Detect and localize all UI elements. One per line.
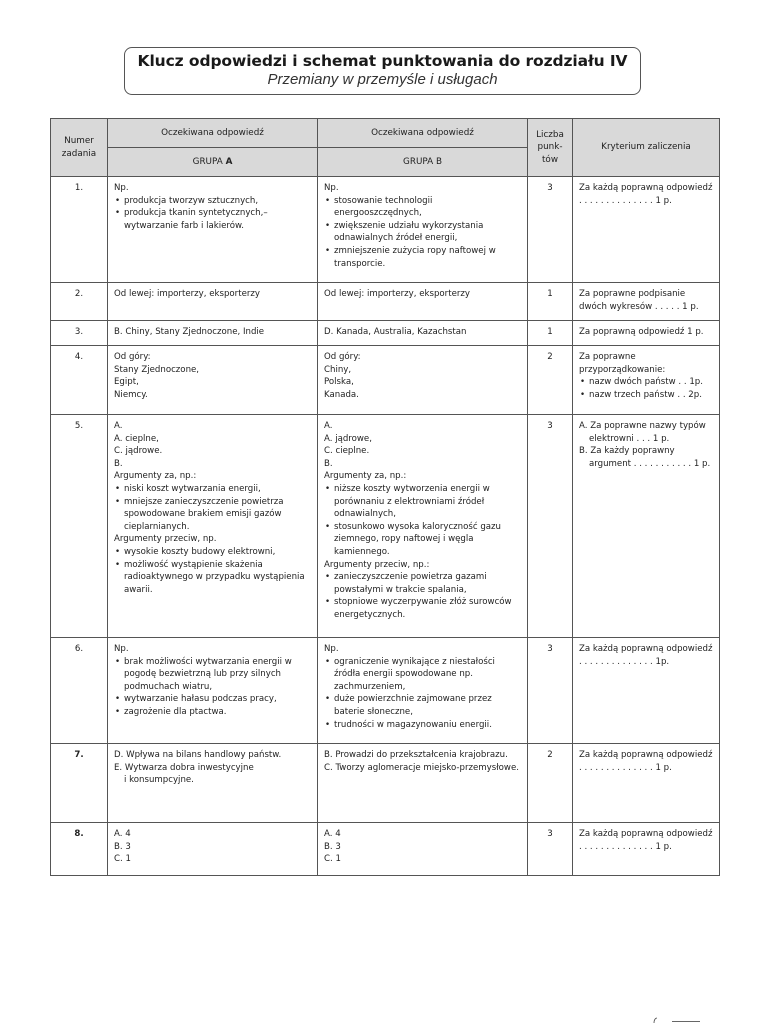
table-row — [51, 415, 720, 638]
answer-group-a: A. 4 B. 3 C. 1 — [108, 823, 318, 876]
list-item: • zanieczyszczenie powietrza gazami powstałymi w trakcie spalania, — [324, 571, 521, 596]
answer-group-b: A. 4 B. 3 C. 1 — [318, 823, 528, 876]
answer-group-a: Od góry: Stany Zjednoczone, Egipt, Niemcy. — [108, 346, 318, 415]
points-value: 3 — [528, 415, 573, 638]
list-item: • możliwość wystąpienie skażenia radioaktywnego w przypadku wystąpienia awarii. — [114, 559, 311, 597]
list-item: • zwiększenie udziału wykorzystania odnawialnych źródeł energii, — [324, 220, 521, 245]
criterion-text: Za każdą poprawną odpowiedź . . . . . . . . . . . . . . 1p. — [573, 638, 720, 744]
answer-group-b: Np. • stosowanie technologii energooszczędnych, • zwiększenie udziału wykorzystania odnawialnych źródeł energii, • zmniejszenie zużycia ropy naftowej w transporcie. — [318, 177, 528, 283]
points-value: 3 — [528, 177, 573, 283]
header-expected-a: Oczekiwana odpowiedź — [108, 119, 318, 148]
answer-group-b: B. Prowadzi do przekształcenia krajobrazu. C. Tworzy aglomeracje miejsko-przemysłowe. — [318, 744, 528, 823]
list-item: • zagrożenie dla ptactwa. — [114, 706, 311, 719]
header-group-b: GRUPA B — [318, 148, 528, 177]
criterion-text: Za poprawną odpowiedź 1 p. — [573, 321, 720, 346]
header-criterion: Kryterium zaliczenia — [573, 119, 720, 177]
list-item: • trudności w magazynowaniu energii. — [324, 719, 521, 732]
points-value: 3 — [528, 638, 573, 744]
table-row — [51, 321, 720, 346]
criterion-text: Za każdą poprawną odpowiedź . . . . . . . . . . . . . . 1 p. — [573, 744, 720, 823]
list-item: • stopniowe wyczerpywanie złóż surowców energetycznych. — [324, 596, 521, 621]
header-points: Liczba punk-tów — [528, 119, 573, 177]
answer-group-a: B. Chiny, Stany Zjednoczone, Indie — [108, 321, 318, 346]
table-row — [51, 638, 720, 744]
answer-group-b: Np. • ograniczenie wynikające z niestałości źródła energii spowodowane np. zachmurzeniem, • duże powierzchnie zajmowane przez baterie słoneczne, • trudności w magazynowaniu energii. — [318, 638, 528, 744]
list-item: • stosunkowo wysoka kaloryczność gazu ziemnego, ropy naftowej i węgla kamiennego. — [324, 521, 521, 559]
answer-group-b: D. Kanada, Australia, Kazachstan — [318, 321, 528, 346]
list-item: • niski koszt wytwarzania energii, — [114, 483, 311, 496]
criterion-text: A. Za poprawne nazwy typów elektrowni . . . 1 p. B. Za każdy poprawny argument . . . . . . . . . . . 1 p. — [573, 415, 720, 638]
header-number: Numer zadania — [51, 119, 108, 177]
task-number: 4. — [51, 346, 108, 415]
table-row — [51, 283, 720, 321]
task-number: 3. — [51, 321, 108, 346]
header-row — [51, 119, 720, 148]
list-item: • produkcja tkanin syntetycznych,– wytwarzanie farb i lakierów. — [114, 207, 311, 232]
header-expected-b: Oczekiwana odpowiedź — [318, 119, 528, 148]
list-item: • produkcja tworzyw sztucznych, — [114, 195, 311, 208]
list-item: • zmniejszenie zużycia ropy naftowej w transporcie. — [324, 245, 521, 270]
list-item: • duże powierzchnie zajmowane przez baterie słoneczne, — [324, 693, 521, 718]
answer-group-a: Np. • brak możliwości wytwarzania energii w pogodę bezwietrzną lub przy silnych podmuchach wiatru, • wytwarzanie hałasu podczas pracy, • zagrożenie dla ptactwa. — [108, 638, 318, 744]
list-item: • ograniczenie wynikające z niestałości źródła energii spowodowane np. zachmurzeniem, — [324, 656, 521, 694]
answer-group-b: Od lewej: importerzy, eksporterzy — [318, 283, 528, 321]
criterion-text: Za poprawne podpisanie dwóch wykresów . . . . . 1 p. — [573, 283, 720, 321]
header-group-a: GRUPA A — [108, 148, 318, 177]
title-box — [124, 47, 641, 95]
criterion-text: Za każdą poprawną odpowiedź . . . . . . . . . . . . . . 1 p. — [573, 177, 720, 283]
points-value: 1 — [528, 283, 573, 321]
list-item: • brak możliwości wytwarzania energii w pogodę bezwietrzną lub przy silnych podmuchach wiatru, — [114, 656, 311, 694]
list-item: • wysokie koszty budowy elektrowni, — [114, 546, 311, 559]
answer-group-a: Np. • produkcja tworzyw sztucznych, • produkcja tkanin syntetycznych,– wytwarzanie farb i lakierów. — [108, 177, 318, 283]
criterion-text: Za każdą poprawną odpowiedź . . . . . . . . . . . . . . 1 p. — [573, 823, 720, 876]
list-item: • nazw trzech państw . . 2p. — [579, 389, 713, 402]
page-subtitle: Przemiany w przemyśle i usługach — [267, 71, 498, 88]
task-number: 8. — [51, 823, 108, 876]
points-value: 2 — [528, 346, 573, 415]
answer-group-b: Od góry: Chiny, Polska, Kanada. — [318, 346, 528, 415]
list-item: • nazw dwóch państw . . 1p. — [579, 376, 713, 389]
list-item: • wytwarzanie hałasu podczas pracy, — [114, 693, 311, 706]
criterion-text: Za poprawne przyporządkowanie: • nazw dwóch państw . . 1p. • nazw trzech państw . . 2p. — [573, 346, 720, 415]
table-row — [51, 346, 720, 415]
points-value: 3 — [528, 823, 573, 876]
points-value: 1 — [528, 321, 573, 346]
page-title: Klucz odpowiedzi i schemat punktowania do rozdziału IV — [137, 52, 628, 70]
task-number: 7. — [51, 744, 108, 823]
answer-group-a: Od lewej: importerzy, eksporterzy — [108, 283, 318, 321]
answer-group-a: D. Wpływa na bilans handlowy państw. E. Wytwarza dobra inwestycyjne i konsumpcyjne. — [108, 744, 318, 823]
list-item: • mniejsze zanieczyszczenie powietrza spowodowane brakiem emisji gazów cieplarnianych. — [114, 496, 311, 534]
task-number: 1. — [51, 177, 108, 283]
footer-logo-mark — [652, 1017, 702, 1024]
list-item: • stosowanie technologii energooszczędnych, — [324, 195, 521, 220]
task-number: 6. — [51, 638, 108, 744]
answer-key-table — [50, 118, 720, 876]
task-number: 5. — [51, 415, 108, 638]
table-row — [51, 744, 720, 823]
list-item: • niższe koszty wytworzenia energii w porównaniu z elektrowniami źródeł odnawialnych, — [324, 483, 521, 521]
answer-group-a: A. A. cieplne, C. jądrowe. B. Argumenty za, np.: • niski koszt wytwarzania energii, • mniejsze zanieczyszczenie powietrza spowodowane brakiem emisji gazów cieplarnianych. Argumenty przeciw, np. • wysokie koszty budowy elektrowni, • możliwość wystąpienie skażenia radioaktywnego w przypadku wystąpienia awarii. — [108, 415, 318, 638]
points-value: 2 — [528, 744, 573, 823]
table-row — [51, 823, 720, 876]
task-number: 2. — [51, 283, 108, 321]
table-row — [51, 177, 720, 283]
answer-group-b: A. A. jądrowe, C. cieplne. B. Argumenty za, np.: • niższe koszty wytworzenia energii w porównaniu z elektrowniami źródeł odnawialnych, • stosunkowo wysoka kaloryczność gazu ziemnego, ropy naftowej i węgla kamiennego. Argumenty przeciw, np.: • zanieczyszczenie powietrza gazami powstałymi w trakcie spalania, • stopniowe wyczerpywanie złóż surowców energetycznych. — [318, 415, 528, 638]
